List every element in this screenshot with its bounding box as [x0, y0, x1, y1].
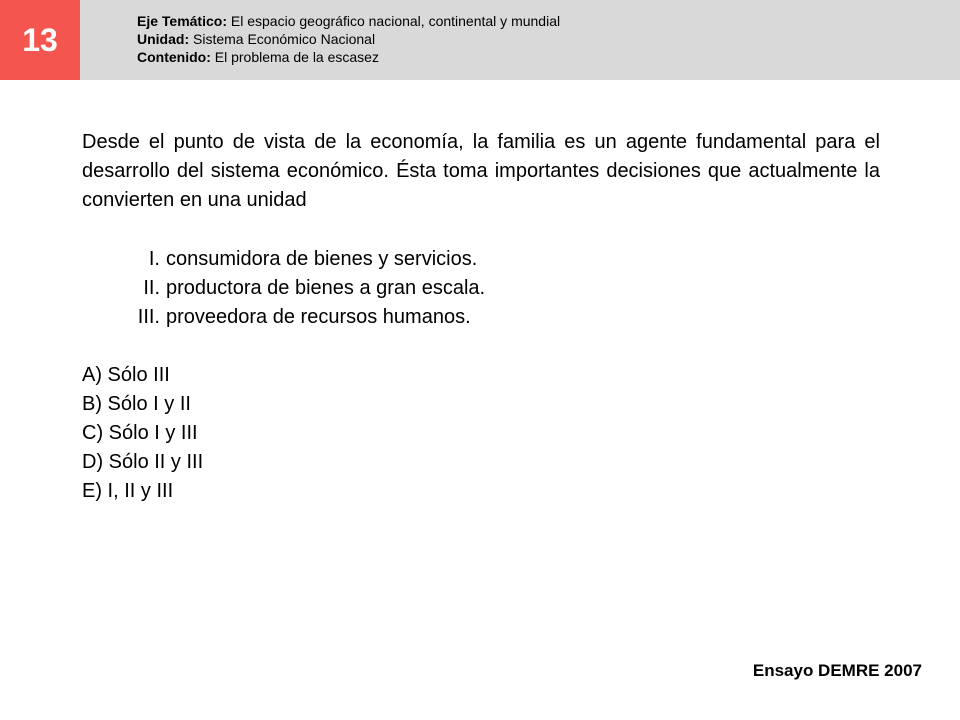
- statement-text: consumidora de bienes y servicios.: [166, 248, 478, 270]
- eje-tematico-line: [137, 12, 560, 30]
- statement-item: [82, 303, 782, 332]
- statement-number: I.: [148, 248, 160, 270]
- contenido-line: [137, 48, 560, 66]
- source-footer: Ensayo DEMRE 2007: [752, 661, 922, 680]
- eje-tematico-label: Eje Temático:: [137, 13, 227, 29]
- statement-item: [82, 245, 782, 274]
- statement-text: productora de bienes a gran escala.: [166, 277, 486, 299]
- statement-number: III.: [137, 306, 160, 328]
- unidad-label: Unidad:: [137, 31, 190, 47]
- topic-metadata: [137, 12, 560, 66]
- unidad-line: [137, 30, 560, 48]
- question-number: 13: [22, 21, 58, 58]
- answer-option-a[interactable]: A) Sólo III: [82, 364, 170, 386]
- contenido-label: Contenido:: [137, 49, 211, 65]
- answer-option-b[interactable]: B) Sólo I y II: [82, 393, 191, 415]
- answer-option-d[interactable]: D) Sólo II y III: [82, 451, 204, 473]
- answer-option-c[interactable]: C) Sólo I y III: [82, 422, 198, 444]
- contenido-value: El problema de la escasez: [214, 49, 379, 65]
- statement-list: [82, 245, 782, 332]
- statement-number: II.: [143, 277, 160, 299]
- question-stem: Desde el punto de vista de la economía, la familia es un agente fundamental para el desarrollo del sistema económico. Ésta toma importantes decisiones que actualmente la convierten en una unidad: [82, 131, 880, 211]
- unidad-value: Sistema Económico Nacional: [193, 31, 376, 47]
- answer-choices: [82, 361, 203, 506]
- statement-text: proveedora de recursos humanos.: [166, 306, 471, 328]
- statement-item: [82, 274, 782, 303]
- eje-tematico-value: El espacio geográfico nacional, continental y mundial: [230, 13, 561, 29]
- answer-option-e[interactable]: E) I, II y III: [82, 480, 174, 502]
- question-number-badge: [0, 0, 80, 80]
